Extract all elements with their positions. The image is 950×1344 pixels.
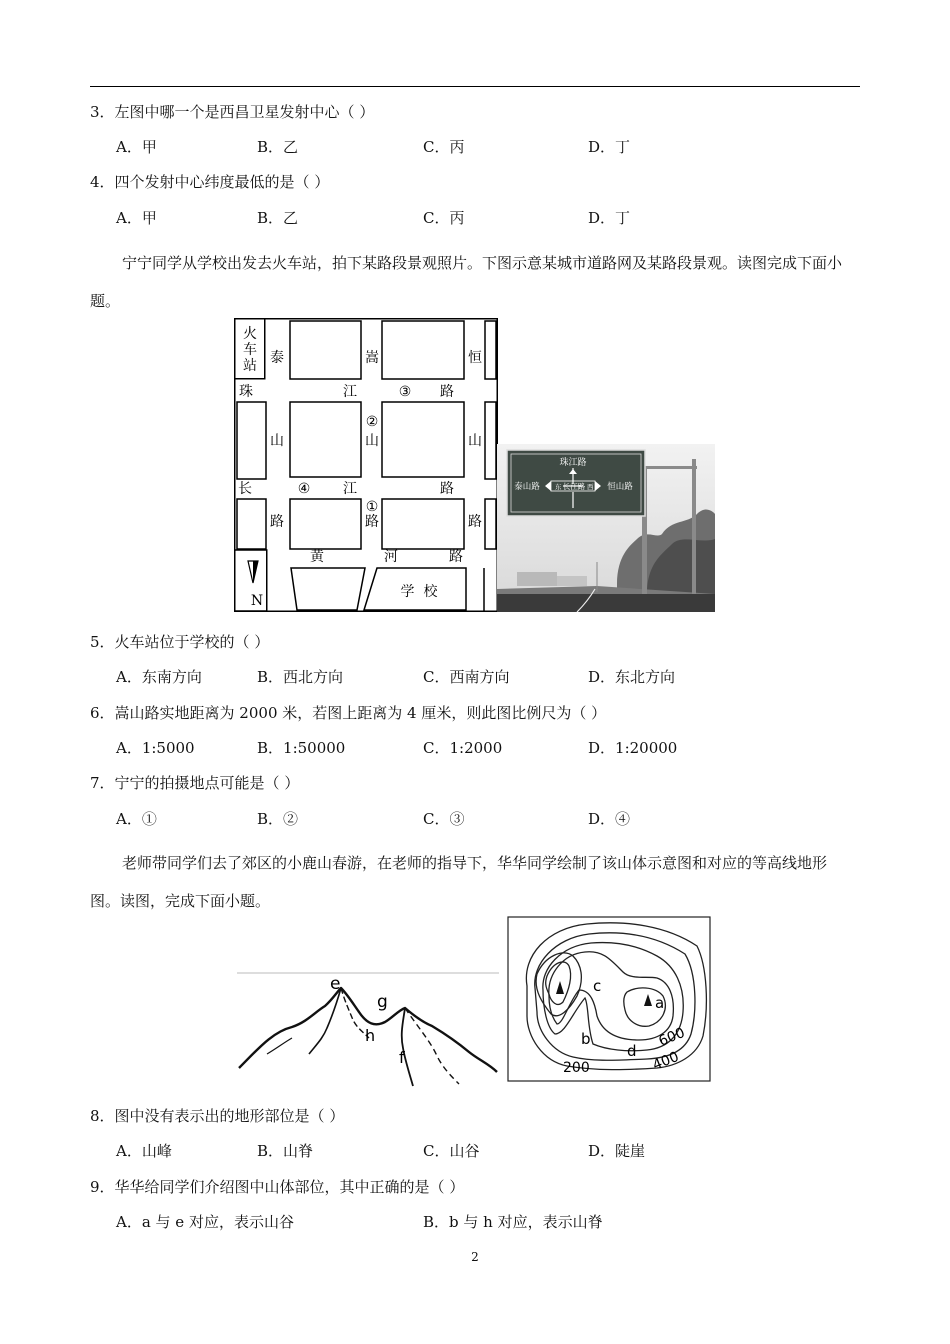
q4-stem: 4．四个发射中心纬度最低的是（ ）	[90, 173, 330, 191]
mountain-sketch	[237, 972, 499, 1094]
q4-option-b: B．乙	[257, 209, 299, 227]
label-hengshan-shan: 山	[468, 433, 482, 449]
passage-road-map: 宁宁同学从学校出发去火车站，拍下某路段景观照片。下图示意某城市道路网及某路段景观。读图完成下面小题。	[90, 254, 843, 310]
q3-option-b: B．乙	[257, 138, 299, 156]
page-number: 2	[471, 1250, 479, 1264]
contour-label-b: b	[581, 1030, 591, 1048]
q7-option-b: B．②	[257, 810, 299, 828]
contour-map	[507, 916, 711, 1082]
label-zhujiang-2: 江	[343, 384, 357, 400]
q7-option-a: A．①	[116, 810, 157, 828]
road-sign-photo	[497, 444, 715, 612]
sign-mid-label: 长江路	[562, 482, 586, 491]
sign-east-label: 东	[555, 483, 562, 491]
contour-value-600: 600	[656, 1024, 688, 1050]
q8-option-d: D．陡崖	[588, 1142, 646, 1160]
q8-stem: 8．图中没有表示出的地形部位是（ ）	[90, 1107, 345, 1125]
q5-option-b: B．西北方向	[257, 668, 344, 686]
label-point-3: ③	[398, 384, 412, 400]
q4-option-d: D．丁	[588, 209, 631, 227]
label-taishan-tai: 泰	[270, 350, 284, 366]
label-changjiang-2: 江	[343, 481, 357, 497]
q8-option-b: B．山脊	[257, 1142, 314, 1160]
q5-option-a: A．东南方向	[116, 668, 202, 686]
label-huanghe-3: 路	[449, 549, 463, 565]
q8-option-a: A．山峰	[116, 1142, 172, 1160]
contour-label-c: c	[593, 977, 602, 995]
label-changjiang-1: 长	[238, 481, 252, 497]
label-point-1: ①	[365, 499, 379, 515]
q3-option-a: A．甲	[116, 138, 157, 156]
q3-option-c: C．丙	[423, 138, 465, 156]
q5-option-d: D．东北方向	[588, 668, 676, 686]
passage-mountain: 老师带同学们去了郊区的小鹿山春游，在老师的指导下，华华同学绘制了该山体示意图和对应的等高线地形图。读图，完成下面小题。	[90, 854, 828, 910]
mountain-label-h: h	[365, 1026, 376, 1045]
q6-option-c: C．1:2000	[423, 739, 503, 757]
contour-value-400: 400	[650, 1048, 682, 1074]
q7-option-d: D．④	[588, 810, 631, 828]
q6-option-a: A．1:5000	[116, 739, 195, 757]
q3-option-d: D．丁	[588, 138, 631, 156]
q7-option-c: C．③	[423, 810, 465, 828]
contour-label-d: d	[627, 1042, 637, 1060]
label-changjiang-4: 路	[440, 481, 454, 497]
q9-option-b: B．b 与 h 对应，表示山脊	[423, 1213, 603, 1231]
north-label: N	[250, 593, 264, 609]
header-rule	[90, 86, 860, 87]
mountain-label-g: g	[377, 992, 388, 1012]
q3-stem: 3．左图中哪一个是西昌卫星发射中心（ ）	[90, 103, 375, 121]
sign-west-label: 西	[587, 483, 594, 491]
label-taishan-lu: 路	[270, 514, 284, 530]
label-songshan-song: 嵩	[365, 350, 379, 366]
sign-top-label: 珠江路	[559, 458, 587, 468]
q5-option-c: C．西南方向	[423, 668, 510, 686]
mountain-label-f: f	[399, 1048, 405, 1067]
label-hengshan-heng: 恒	[468, 350, 482, 366]
label-zhujiang-4: 路	[440, 384, 454, 400]
label-songshan-lu: 路	[365, 514, 379, 530]
sign-left-label: 泰山路	[514, 482, 540, 492]
mountain-label-e: e	[330, 974, 341, 994]
label-taishan-shan: 山	[270, 433, 284, 449]
q6-option-d: D．1:20000	[588, 739, 678, 757]
q6-stem: 6．嵩山路实地距离为 2000 米，若图上距离为 4 厘米，则此图比例尺为（ ）	[90, 704, 607, 722]
road-network-map	[234, 318, 498, 612]
contour-label-a: a	[655, 994, 665, 1012]
q8-option-c: C．山谷	[423, 1142, 480, 1160]
label-songshan-shan: 山	[365, 433, 379, 449]
sign-right-label: 恒山路	[607, 482, 633, 492]
q4-option-a: A．甲	[116, 209, 157, 227]
label-point-2: ②	[365, 414, 379, 430]
label-school: 学 校	[400, 584, 438, 600]
q9-stem: 9．华华给同学们介绍图中山体部位，其中正确的是（ ）	[90, 1178, 465, 1196]
label-station-2: 车	[243, 342, 257, 358]
q4-option-c: C．丙	[423, 209, 465, 227]
label-station-3: 站	[243, 358, 257, 374]
contour-value-200: 200	[563, 1060, 590, 1076]
label-point-4: ④	[297, 481, 311, 497]
q9-option-a: A．a 与 e 对应，表示山谷	[116, 1213, 294, 1231]
label-station-1: 火	[243, 326, 257, 342]
label-huanghe-2: 河	[384, 549, 398, 565]
label-zhujiang-1: 珠	[239, 384, 253, 400]
label-huanghe-1: 黄	[310, 549, 324, 565]
q5-stem: 5．火车站位于学校的（ ）	[90, 633, 270, 651]
label-hengshan-lu: 路	[468, 514, 482, 530]
q6-option-b: B．1:50000	[257, 739, 346, 757]
q7-stem: 7．宁宁的拍摄地点可能是（ ）	[90, 774, 300, 792]
